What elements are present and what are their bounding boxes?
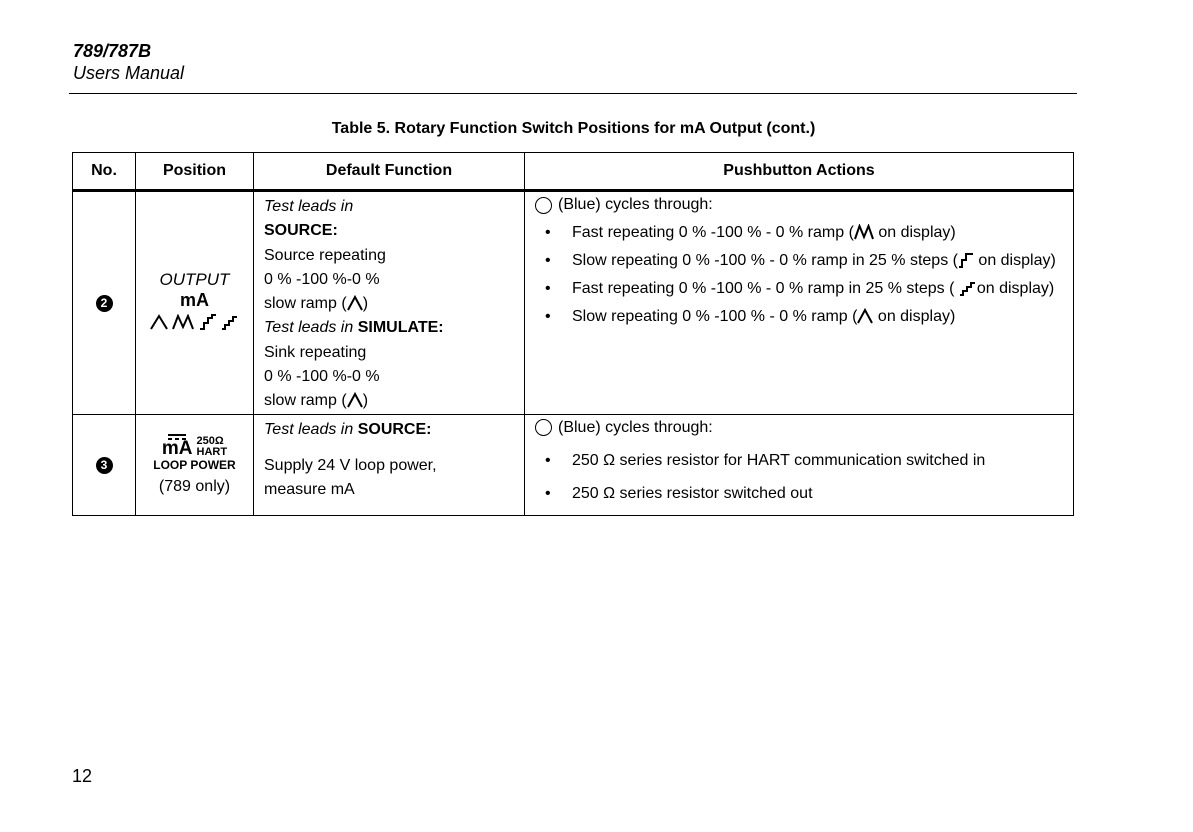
position-ma-label: mA xyxy=(179,290,209,311)
col-default-function: Default Function xyxy=(254,153,525,191)
simulate-line: Test leads in SIMULATE: xyxy=(264,319,444,337)
default-function-cell xyxy=(254,191,525,415)
position-output-label: OUTPUT xyxy=(159,270,230,290)
slow-ramp-icon xyxy=(347,295,363,311)
fast-ramp-icon xyxy=(854,224,874,240)
slow-step-icon xyxy=(199,314,217,330)
function-table xyxy=(72,152,1074,516)
source-label: SOURCE: xyxy=(264,222,338,240)
hart-label: HART xyxy=(196,445,228,458)
slow-ramp-icon xyxy=(347,392,363,408)
pushbutton-lead: (Blue) cycles through: xyxy=(535,195,1063,215)
model-title: 789/787B xyxy=(73,41,152,61)
table-caption: Table 5. Rotary Function Switch Positions for mA Output (cont.) xyxy=(331,120,816,137)
pushbutton-lead: (Blue) cycles through: xyxy=(535,418,1063,438)
list-item: • 250 Ω series resistor for HART communication switched in xyxy=(535,451,1063,471)
source-leads-label: Test leads in xyxy=(264,198,354,215)
default-function-cell xyxy=(254,414,525,515)
slow-ramp-icon xyxy=(857,308,873,324)
row-number-badge: 3 xyxy=(96,457,113,474)
source-desc-3: slow ramp ( ) xyxy=(264,295,369,313)
fast-step-icon xyxy=(959,280,977,296)
pushbutton-actions-cell xyxy=(525,414,1074,515)
sim-desc-3: slow ramp ( ) xyxy=(264,392,369,410)
fast-step-icon xyxy=(221,314,239,330)
table-header-row xyxy=(73,153,1074,191)
ma-label: mA xyxy=(161,437,193,459)
loop-power-label: LOOP POWER xyxy=(153,457,236,472)
list-item: • Slow repeating 0 % -100 % - 0 % ramp ( on display) xyxy=(535,307,1063,327)
ohm-label: 250Ω xyxy=(196,434,224,447)
loop-desc-2: measure mA xyxy=(264,481,355,499)
header-rule xyxy=(69,93,1077,94)
row-number-cell xyxy=(73,191,136,415)
table-row xyxy=(73,191,1074,415)
blue-button-circle-icon xyxy=(535,419,552,436)
page-number: 12 xyxy=(72,766,93,786)
ramp-symbols xyxy=(136,314,253,335)
slow-ramp-icon xyxy=(150,314,168,330)
fast-ramp-icon xyxy=(172,314,194,330)
model-note: (789 only) xyxy=(158,477,231,495)
position-cell xyxy=(136,191,254,415)
list-item: • 250 Ω series resistor switched out xyxy=(535,484,1063,504)
blue-button-circle-icon xyxy=(535,197,552,214)
table-row xyxy=(73,414,1074,515)
source-line: Test leads in SOURCE: xyxy=(264,420,432,438)
col-pushbutton-actions: Pushbutton Actions xyxy=(525,153,1074,191)
col-no: No. xyxy=(73,153,136,191)
sim-desc-1: Sink repeating xyxy=(264,343,367,361)
loop-power-symbol xyxy=(136,434,253,472)
source-desc-1: Source repeating xyxy=(264,246,386,264)
sim-desc-2: 0 % -100 %-0 % xyxy=(264,368,380,386)
col-position: Position xyxy=(136,153,254,191)
source-desc-2: 0 % -100 %-0 % xyxy=(264,270,380,288)
page-header xyxy=(73,40,184,84)
list-item: • Slow repeating 0 % -100 % - 0 % ramp in 25 % steps ( on display) xyxy=(535,251,1063,271)
row-number-badge: 2 xyxy=(96,295,113,312)
slow-step-icon xyxy=(958,252,974,268)
row-number-cell xyxy=(73,414,136,515)
loop-desc-1: Supply 24 V loop power, xyxy=(264,456,437,474)
list-item: • Fast repeating 0 % -100 % - 0 % ramp in 25 % steps ( on display) xyxy=(535,279,1063,299)
manual-title: Users Manual xyxy=(73,63,185,83)
position-cell xyxy=(136,414,254,515)
pushbutton-actions-cell xyxy=(525,191,1074,415)
list-item: • Fast repeating 0 % -100 % - 0 % ramp ( on display) xyxy=(535,223,1063,243)
